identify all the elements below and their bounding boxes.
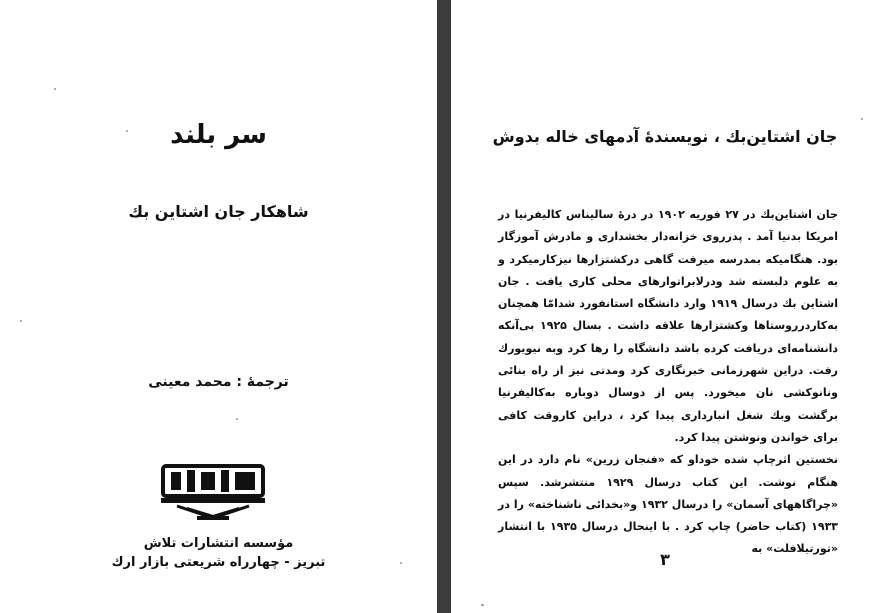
paper-speck <box>126 130 128 132</box>
body-text <box>498 204 838 561</box>
paragraph: جان اشتاین‌بك در ۲۷ فوریه ۱۹۰۲ در درهٔ سالیناس کالیفرنیا در امریکا بدنیا آمد . پدرروی خزانه‌دار بخشداری و مادرش آموزگار بود. هنگامیکه بمدرسه میرفت گاهی درکشتزارها نیزکارمیکرد و به علوم دلبسته شد ودرلابراتوارهای محلی کاری یافت . جان اشتاین بك درسال ۱۹۱۹ وارد دانشگاه استانفورد شدامّا همچنان به‌کاردرروستاها وکشتزارها علاقه داشت . بسال ۱۹۲۵ بی‌آنکه دانشنامه‌ای دریافت کرده باشد دانشگاه را رها کرد وبه نیویورك رفت. دراین شهرزمانی خبرنگاری کرد ومدتی نیز از راه بنائی ونانوکشی نان میخورد. پس از دوسال دوباره به‌کالیفرنیا برگشت وبك شغل انبارداری پیدا کرد ، دراین کاروقت کافی برای خواندن ونوشتن پیدا کرد. <box>498 208 838 444</box>
paper-speck <box>236 418 238 420</box>
chapter-title: جان اشتاین‌بك ، نویسندهٔ آدمهای خاله بدوش <box>492 127 838 146</box>
paper-speck <box>481 604 484 606</box>
paper-speck <box>861 118 863 120</box>
paper-speck <box>54 88 56 90</box>
left-page <box>0 0 437 613</box>
page-number: ۳ <box>660 550 670 569</box>
paper-speck <box>400 562 402 564</box>
publisher-block <box>0 534 437 572</box>
book-subtitle: شاهکار جان اشتاین بك <box>128 202 309 221</box>
right-page <box>451 0 879 613</box>
publisher-name: مؤسسه انتشارات تلاش <box>143 536 294 551</box>
paragraph: نخستین اثرچاپ شده خوداو که «فنجان زرین» نام دارد در این هنگام نوشت. این کتاب درسال ۱۹۲۹ منتشرشد. سپس «چراگاههای آسمان» را درسال ۱۹۳۲ و«بخدائی ناشناخته» را در ۱۹۳۳ (کتاب حاضر) چاپ کرد . با اینحال درسال ۱۹۳۵ با انتشار «تورتیلافلت» به <box>498 453 839 556</box>
publisher-logo-icon <box>157 458 269 524</box>
publisher-address: تبریز - چهارراه شریعتی بازار ارك <box>111 555 326 570</box>
book-title: سر بلند <box>170 120 267 150</box>
book-gutter <box>437 0 451 613</box>
paper-speck <box>20 320 22 322</box>
translator-credit: ترجمهٔ : محمد معینی <box>148 374 289 390</box>
